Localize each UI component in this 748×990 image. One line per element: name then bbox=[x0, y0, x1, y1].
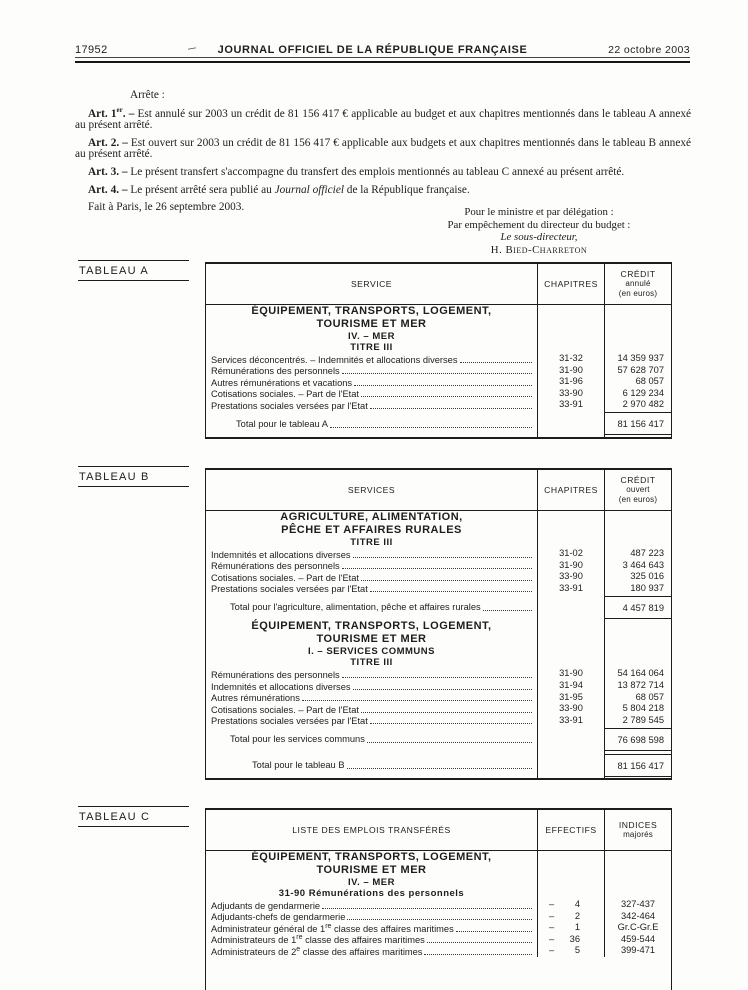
row-chapitre: 31-02 bbox=[537, 548, 604, 560]
dot-leader bbox=[342, 568, 532, 569]
table-row bbox=[206, 934, 671, 946]
row-chapitre: 31-95 bbox=[537, 692, 604, 704]
dot-leader bbox=[347, 919, 532, 920]
minus-sign: – bbox=[549, 910, 555, 921]
total-row bbox=[206, 752, 671, 778]
journal-title: JOURNAL OFFICIEL DE LA RÉPUBLIQUE FRANÇAISE bbox=[217, 44, 528, 56]
section-title: ÉQUIPEMENT, TRANSPORTS, LOGEMENT, bbox=[251, 305, 492, 317]
dot-leader bbox=[367, 742, 532, 743]
row-credit: 2 970 482 bbox=[604, 399, 671, 411]
article-4-italic: Journal officiel bbox=[274, 183, 344, 196]
row-label: Administrateurs de 2 bbox=[211, 946, 297, 957]
row-credit: 13 872 714 bbox=[604, 680, 671, 692]
table-row bbox=[206, 715, 671, 727]
article-2 bbox=[75, 138, 691, 161]
tableau-c-label: TABLEAU C bbox=[78, 806, 189, 827]
row-credit: 5 804 218 bbox=[604, 703, 671, 715]
section-title: ÉQUIPEMENT, TRANSPORTS, LOGEMENT, bbox=[251, 620, 492, 633]
total-value: 81 156 417 bbox=[605, 412, 671, 435]
row-label: Administrateurs de 1 bbox=[211, 935, 297, 946]
row-chapitre: 31-94 bbox=[537, 680, 604, 692]
row-label-post: classe des affaires maritimes bbox=[300, 946, 423, 957]
credit-line1: CRÉDIT bbox=[620, 268, 656, 279]
article-1-label: Art. 1 bbox=[88, 107, 117, 120]
section-sub-1: I. – SERVICES COMMUNS bbox=[308, 646, 435, 658]
row-label: Cotisations sociales. – Part de l'Etat bbox=[211, 704, 360, 715]
tableau-a-col-chapitres: CHAPITRES bbox=[537, 264, 604, 304]
article-3-text: Le présent transfert s'accompagne du transfert des emplois mentionnés au tableau C annexé au présent arrêté. bbox=[127, 165, 625, 178]
issue-date: 22 octobre 2003 bbox=[608, 44, 690, 56]
tableau-a-col-credit bbox=[604, 264, 671, 304]
tableau-b-col-chapitres: CHAPITRES bbox=[537, 470, 604, 510]
row-effectif: 36 bbox=[569, 933, 580, 944]
row-label-post: classe des affaires maritimes bbox=[331, 923, 454, 934]
row-credit: 3 464 643 bbox=[604, 560, 671, 572]
dot-leader bbox=[460, 362, 533, 363]
credit-line3: (en euros) bbox=[618, 494, 658, 504]
row-chapitre: 33-90 bbox=[537, 388, 604, 400]
credit-line2: annulé bbox=[625, 279, 651, 289]
tableau-b-col-services: SERVICES bbox=[347, 485, 396, 495]
row-effectif: 4 bbox=[574, 899, 580, 910]
header-rule bbox=[75, 57, 690, 63]
dot-leader bbox=[483, 610, 532, 611]
row-chapitre: 33-91 bbox=[537, 399, 604, 411]
row-label-post: classe des affaires maritimes bbox=[302, 935, 425, 946]
article-1 bbox=[75, 105, 691, 132]
article-2-label: Art. 2. – bbox=[88, 136, 128, 149]
table-row bbox=[206, 560, 671, 572]
row-label-sup: re bbox=[296, 934, 303, 942]
table-row bbox=[206, 680, 671, 692]
row-credit: 57 628 707 bbox=[604, 365, 671, 377]
total-label: Total pour l'agriculture, alimentation, pêche et affaires rurales bbox=[230, 602, 481, 613]
row-credit: 14 359 937 bbox=[604, 353, 671, 365]
row-chapitre: 31-32 bbox=[537, 353, 604, 365]
tableau-c-col-indices bbox=[604, 810, 671, 850]
row-chapitre: 31-90 bbox=[537, 365, 604, 377]
tableau-c-col-effectifs: EFFECTIFS bbox=[537, 810, 604, 850]
total-value: 81 156 417 bbox=[605, 754, 671, 777]
dot-leader bbox=[361, 396, 532, 397]
row-indice: 327-437 bbox=[604, 899, 671, 911]
section-sub-2: TITRE III bbox=[350, 342, 393, 353]
row-label: Autres rémunérations bbox=[211, 693, 300, 704]
section-sub-2: 31-90 Rémunérations des personnels bbox=[278, 888, 465, 899]
indices-line2: majorés bbox=[623, 830, 653, 839]
row-label: Services déconcentrés. – Indemnités et allocations diverses bbox=[211, 354, 458, 365]
row-chapitre: 31-96 bbox=[537, 376, 604, 388]
dot-leader bbox=[322, 908, 532, 909]
tableau-a bbox=[205, 262, 672, 439]
article-4-text-before: Le présent arrêté sera publié au bbox=[127, 183, 275, 196]
row-label: Administrateur général de 1 bbox=[211, 923, 326, 934]
section-title-2: PÊCHE ET AFFAIRES RURALES bbox=[281, 524, 462, 536]
table-row bbox=[206, 922, 671, 934]
row-label: Cotisations sociales. – Part de l'Etat bbox=[211, 572, 360, 583]
table-row bbox=[206, 668, 671, 680]
tableau-b bbox=[205, 468, 672, 780]
dot-leader bbox=[353, 689, 532, 690]
dateline: Fait à Paris, le 26 septembre 2003. bbox=[88, 201, 245, 214]
row-label: Prestations sociales versées par l'Etat bbox=[211, 584, 368, 595]
minus-sign: – bbox=[549, 933, 555, 944]
article-4-label: Art. 4. – bbox=[88, 183, 128, 196]
table-row bbox=[206, 583, 671, 595]
row-chapitre: 33-91 bbox=[537, 715, 604, 727]
signature-name: H. Bied-Charreton bbox=[490, 243, 588, 256]
row-label: Rémunérations des personnels bbox=[211, 366, 340, 377]
signature-line-1: Pour le ministre et par délégation : bbox=[464, 206, 614, 218]
article-4 bbox=[75, 185, 691, 197]
total-row bbox=[206, 594, 671, 620]
decree-body bbox=[75, 90, 691, 220]
row-label: Indemnités et allocations diverses bbox=[211, 681, 351, 692]
table-row bbox=[206, 703, 671, 715]
table-row bbox=[206, 388, 671, 400]
table-row bbox=[206, 571, 671, 583]
dot-leader bbox=[342, 373, 532, 374]
row-label-sup: re bbox=[325, 922, 332, 930]
page-header bbox=[75, 44, 690, 56]
tableau-a-header-row bbox=[206, 264, 671, 305]
indices-line1: INDICES bbox=[618, 819, 658, 830]
row-indice: 342-464 bbox=[604, 911, 671, 923]
table-row bbox=[206, 899, 671, 911]
row-credit: 2 789 545 bbox=[604, 715, 671, 727]
section-sub-2: TITRE III bbox=[350, 657, 393, 669]
dot-leader bbox=[456, 931, 532, 932]
row-label: Prestations sociales versées par l'Etat bbox=[211, 400, 368, 411]
row-label: Rémunérations des personnels bbox=[211, 669, 340, 680]
dot-leader bbox=[361, 712, 532, 713]
page-number: 17952 bbox=[75, 44, 108, 56]
total-value: 4 457 819 bbox=[605, 596, 671, 619]
row-label: Cotisations sociales. – Part de l'Etat bbox=[211, 389, 360, 400]
row-label: Adjudants-chefs de gendarmerie bbox=[211, 912, 346, 923]
tableau-b-label: TABLEAU B bbox=[78, 466, 189, 487]
table-row bbox=[206, 945, 671, 957]
signature-block bbox=[388, 206, 690, 256]
row-credit: 6 129 234 bbox=[604, 388, 671, 400]
section-title: AGRICULTURE, ALIMENTATION, bbox=[280, 511, 463, 523]
section-title-2: TOURISME ET MER bbox=[316, 318, 427, 330]
table-row bbox=[206, 911, 671, 923]
row-label: Adjudants de gendarmerie bbox=[211, 900, 321, 911]
preamble: Arrête : bbox=[130, 89, 165, 101]
tableau-b-col-credit bbox=[604, 470, 671, 510]
row-effectif: 1 bbox=[574, 922, 580, 933]
tableau-c-header-row bbox=[206, 810, 671, 851]
tableau-c-col-liste: LISTE DES EMPLOIS TRANSFÉRÉS bbox=[292, 825, 451, 835]
dot-leader bbox=[427, 942, 532, 943]
article-1-text: Est annulé sur 2003 un crédit de 81 156 417 € applicable au budget et aux chapitres mentionnés dans le tableau A annexé au présent arrêté. bbox=[75, 107, 691, 132]
minus-sign: – bbox=[549, 945, 555, 956]
dot-leader bbox=[354, 385, 532, 386]
row-indice: 459-544 bbox=[604, 934, 671, 946]
row-label: Prestations sociales versées par l'Etat bbox=[211, 716, 368, 727]
table-row bbox=[206, 376, 671, 388]
dot-leader bbox=[330, 427, 532, 428]
row-credit: 180 937 bbox=[604, 583, 671, 595]
minus-sign: – bbox=[549, 922, 555, 933]
row-label: Indemnités et allocations diverses bbox=[211, 549, 351, 560]
row-label-sup: e bbox=[296, 945, 301, 953]
section-sub-1: IV. – MER bbox=[348, 877, 395, 888]
tableau-c bbox=[205, 808, 672, 990]
tableau-a-col-service: SERVICE bbox=[350, 279, 393, 289]
row-chapitre: 33-90 bbox=[537, 571, 604, 583]
total-row bbox=[206, 411, 671, 437]
row-chapitre: 33-91 bbox=[537, 583, 604, 595]
table-row bbox=[206, 548, 671, 560]
article-3-label: Art. 3. – bbox=[88, 165, 128, 178]
credit-line1: CRÉDIT bbox=[620, 474, 656, 485]
article-1-sup: er bbox=[116, 105, 123, 114]
row-effectif: 2 bbox=[574, 910, 580, 921]
row-chapitre: 33-90 bbox=[537, 703, 604, 715]
row-chapitre: 31-90 bbox=[537, 560, 604, 572]
article-1-label-end: . – bbox=[122, 107, 135, 120]
credit-line2: ouvert bbox=[626, 485, 650, 495]
signature-line-2: Par empêchement du directeur du budget : bbox=[447, 218, 631, 231]
dot-leader bbox=[424, 954, 532, 955]
section-title: ÉQUIPEMENT, TRANSPORTS, LOGEMENT, bbox=[251, 851, 492, 863]
row-credit: 68 057 bbox=[604, 692, 671, 704]
total-row bbox=[206, 726, 671, 752]
row-chapitre: 31-90 bbox=[537, 668, 604, 680]
table-row bbox=[206, 365, 671, 377]
dot-leader bbox=[353, 557, 532, 558]
table-row bbox=[206, 353, 671, 365]
row-credit: 54 164 064 bbox=[604, 668, 671, 680]
total-value: 76 698 598 bbox=[605, 728, 671, 751]
credit-line3: (en euros) bbox=[618, 288, 658, 298]
dot-leader bbox=[370, 591, 532, 592]
table-row bbox=[206, 399, 671, 411]
dot-leader bbox=[347, 768, 532, 769]
row-indice: 399-471 bbox=[604, 945, 671, 957]
signature-title: Le sous-directeur, bbox=[500, 231, 578, 243]
row-credit: 68 057 bbox=[604, 376, 671, 388]
dot-leader bbox=[370, 408, 532, 409]
total-label: Total pour les services communs bbox=[230, 734, 365, 745]
tableau-a-label: TABLEAU A bbox=[78, 260, 189, 281]
dot-leader bbox=[361, 580, 532, 581]
table-row bbox=[206, 692, 671, 704]
section-sub-1: IV. – MER bbox=[348, 331, 395, 342]
total-label: Total pour le tableau A bbox=[236, 418, 329, 429]
total-label: Total pour le tableau B bbox=[252, 760, 345, 771]
row-effectif: 5 bbox=[574, 945, 580, 956]
minus-sign: – bbox=[549, 899, 555, 910]
row-indice: Gr.C-Gr.E bbox=[604, 922, 671, 934]
section-title-2: TOURISME ET MER bbox=[316, 864, 427, 876]
row-credit: 487 223 bbox=[604, 548, 671, 560]
row-credit: 325 016 bbox=[604, 571, 671, 583]
tableau-b-header-row bbox=[206, 470, 671, 511]
section-sub-1: TITRE III bbox=[350, 537, 393, 548]
dot-leader bbox=[370, 723, 532, 724]
row-label: Autres rémunérations et vacations bbox=[211, 377, 353, 388]
row-label: Rémunérations des personnels bbox=[211, 561, 340, 572]
section-title-2: TOURISME ET MER bbox=[316, 633, 427, 646]
article-2-text: Est ouvert sur 2003 un crédit de 81 156 417 € applicable aux budgets et aux chapitres mentionnés dans le tableau B annexé au présent arrêté. bbox=[75, 136, 691, 161]
dot-leader bbox=[342, 677, 532, 678]
dot-leader bbox=[302, 700, 532, 701]
article-3 bbox=[75, 167, 691, 179]
article-4-text-after: de la République française. bbox=[343, 183, 470, 196]
